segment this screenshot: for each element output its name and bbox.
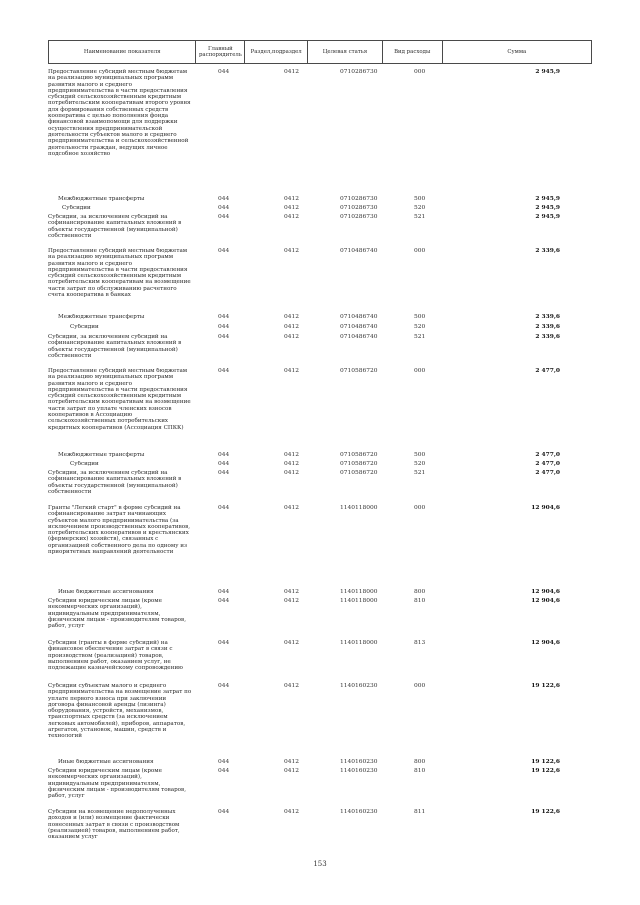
row-sum: 19 122,6: [531, 682, 560, 689]
row-razd: 0412: [284, 640, 299, 646]
row-razd: 0412: [284, 368, 299, 374]
row-sum: 19 122,6: [531, 767, 560, 774]
row-razd: 0412: [284, 248, 299, 254]
header-stat: Целевая статья: [308, 41, 383, 63]
row-name: Субсидии на возмещение недополученных доходов и (или) возмещение фактически понесенных затрат в связи с производством (реализацией) товаров, выполнением работ, оказанием услуг: [48, 809, 180, 841]
row-name: Субсидии юридическим лицам (кроме некоммерческих организаций), индивидуальным предпринимателям, физическим лицам - производителям товаров, работ, услуг: [48, 598, 186, 630]
row-vid: 000: [414, 505, 426, 511]
row-vid: 521: [414, 214, 426, 220]
row-razd: 0412: [284, 334, 299, 340]
row-sum: 19 122,6: [531, 808, 560, 815]
row-glav: 044: [218, 214, 230, 220]
row-vid: 000: [414, 69, 426, 75]
row-name: Субсидии (гранты в форме субсидий) на финансовое обеспечение затрат в связи с производством (реализацией) товаров, выполнением работ, оказанием услуг, не подлежащие казначейскому сопровождению: [48, 640, 183, 672]
row-name: Предоставление субсидий местным бюджетам на реализацию муниципальных программ развития малого и среднего предпринимательства в части предоставления субсидий сельскохозяйственным кредитным потребительским кооперативам на возмещение части затрат по уплате членских взносов кооперативов в Ассоциацию сельскохозяйственных потребительских кредитных кооперативов (Ассоциация СПКК): [48, 368, 191, 431]
row-glav: 044: [218, 452, 230, 458]
row-razd: 0412: [284, 461, 299, 467]
row-vid: 000: [414, 248, 426, 254]
row-vid: 500: [414, 452, 426, 458]
row-sum: 2 945,9: [535, 204, 560, 211]
row-sum: 12 904,6: [531, 588, 560, 595]
row-razd: 0412: [284, 214, 299, 220]
row-razd: 0412: [284, 589, 299, 595]
row-stat: 0710486740: [340, 248, 378, 254]
row-name: Иные бюджетные ассигнования: [58, 759, 154, 765]
row-sum: 2 945,9: [535, 195, 560, 202]
row-name: Субсидии: [62, 205, 91, 211]
row-glav: 044: [218, 324, 230, 330]
row-sum: 19 122,6: [531, 758, 560, 765]
row-glav: 044: [218, 461, 230, 467]
row-glav: 044: [218, 368, 230, 374]
page-number: 153: [313, 860, 327, 868]
row-stat: 1140160230: [340, 768, 378, 774]
row-sum: 12 904,6: [531, 504, 560, 511]
row-sum: 2 339,6: [535, 247, 560, 254]
row-vid: 520: [414, 205, 426, 211]
row-name: Межбюджетные трансферты: [58, 314, 145, 320]
row-name: Межбюджетные трансферты: [58, 452, 145, 458]
row-name: Гранты "Легкий старт" в форме субсидий на софинансирование затрат начинающих субъектов малого предпринимательства (за исключением производственных кооперативов, потребительских кооперативов и крестьянских (фермерских) хозяйств), связанных с организацией собственного дела по одному из приоритетных направлений деятельности: [48, 505, 191, 556]
row-sum: 2 477,0: [535, 469, 560, 476]
row-stat: 1140118000: [340, 505, 378, 511]
row-stat: 1140160230: [340, 683, 378, 689]
row-glav: 044: [218, 334, 230, 340]
header-razd: Раздел,подраздел: [245, 41, 308, 63]
row-name: Межбюджетные трансферты: [58, 196, 145, 202]
row-name: Субсидии, за исключением субсидий на софинансирование капитальных вложений в объекты государственной (муниципальной) собственности: [48, 334, 182, 359]
row-glav: 044: [218, 683, 230, 689]
row-stat: 0710486740: [340, 324, 378, 330]
row-vid: 500: [414, 314, 426, 320]
row-razd: 0412: [284, 470, 299, 476]
row-stat: 0710486740: [340, 314, 378, 320]
row-razd: 0412: [284, 683, 299, 689]
row-stat: 0710586720: [340, 368, 378, 374]
row-glav: 044: [218, 69, 230, 75]
row-sum: 12 904,6: [531, 639, 560, 646]
row-razd: 0412: [284, 205, 299, 211]
row-glav: 044: [218, 205, 230, 211]
row-name: Субсидии юридическим лицам (кроме некоммерческих организаций), индивидуальным предпринимателям, физическим лицам - производителям товаров, работ, услуг: [48, 768, 186, 800]
row-stat: 1140118000: [340, 598, 378, 604]
row-sum: 2 945,9: [535, 68, 560, 75]
row-sum: 2 339,6: [535, 313, 560, 320]
row-name: Субсидии субъектам малого и среднего предпринимательства на возмещение затрат по уплате первого взноса при заключении договора финансовой аренды (лизинга) оборудования, устройств, механизмов, транспортных средств (за исключением легковых автомобилей), приборов, аппаратов, агрегатов, установок, машин, средств и технологий: [48, 683, 192, 740]
row-name: Предоставление субсидий местным бюджетам на реализацию муниципальных программ развития малого и среднего предпринимательства в части предоставления субсидий сельскохозяйственным кредитным потребительским кооперативам на возмещение части затрат по обслуживанию расчетного счета кооператива в банках: [48, 248, 191, 299]
row-stat: 0710286730: [340, 214, 378, 220]
row-vid: 810: [414, 598, 426, 604]
row-razd: 0412: [284, 314, 299, 320]
row-vid: 811: [414, 809, 426, 815]
row-razd: 0412: [284, 452, 299, 458]
row-name: Субсидии, за исключением субсидий на софинансирование капитальных вложений в объекты государственной (муниципальной) собственности: [48, 214, 182, 239]
row-glav: 044: [218, 768, 230, 774]
row-name: Субсидии, за исключением субсидий на софинансирование капитальных вложений в объекты государственной (муниципальной) собственности: [48, 470, 182, 495]
row-razd: 0412: [284, 505, 299, 511]
row-stat: 0710486740: [340, 334, 378, 340]
row-sum: 2 477,0: [535, 451, 560, 458]
row-stat: 1140118000: [340, 589, 378, 595]
row-glav: 044: [218, 248, 230, 254]
row-vid: 000: [414, 683, 426, 689]
row-razd: 0412: [284, 324, 299, 330]
row-sum: 2 945,9: [535, 213, 560, 220]
row-vid: 810: [414, 768, 426, 774]
row-glav: 044: [218, 470, 230, 476]
row-name: Предоставление субсидий местным бюджетам на реализацию муниципальных программ развития малого и среднего предпринимательства в части предоставления субсидий сельскохозяйственным кредитным потребительским кооперативам второго уровня для формирования собственных средств кооператива с целью пополнения фонда финансовой взаимопомощи для поддержки осуществления предпринимательской деятельности субъектов малого и среднего предпринимательства и сельскохозяйственной деятельности граждан, ведущих личное подсобное хозяйство: [48, 69, 191, 157]
row-razd: 0412: [284, 196, 299, 202]
header-name: Наименование показателя: [49, 41, 196, 63]
row-razd: 0412: [284, 598, 299, 604]
row-sum: 2 477,0: [535, 367, 560, 374]
row-sum: 12 904,6: [531, 597, 560, 604]
row-glav: 044: [218, 640, 230, 646]
row-name: Иные бюджетные ассигнования: [58, 589, 154, 595]
row-stat: 0710586720: [340, 461, 378, 467]
row-name: Субсидии: [70, 324, 99, 330]
header-sum: Сумма: [507, 48, 527, 55]
table-header: [48, 40, 592, 64]
row-razd: 0412: [284, 768, 299, 774]
row-stat: 1140160230: [340, 809, 378, 815]
row-stat: 0710286730: [340, 196, 378, 202]
row-vid: 800: [414, 589, 426, 595]
header-glav: Главный распорядитель: [196, 41, 245, 63]
row-glav: 044: [218, 809, 230, 815]
header-vid: Вид расходы: [383, 41, 443, 63]
row-glav: 044: [218, 598, 230, 604]
row-stat: 1140118000: [340, 640, 378, 646]
row-razd: 0412: [284, 69, 299, 75]
row-glav: 044: [218, 314, 230, 320]
row-vid: 500: [414, 196, 426, 202]
row-glav: 044: [218, 505, 230, 511]
row-vid: 520: [414, 324, 426, 330]
row-stat: 0710286730: [340, 69, 378, 75]
row-sum: 2 339,6: [535, 333, 560, 340]
row-glav: 044: [218, 196, 230, 202]
row-stat: 1140160230: [340, 759, 378, 765]
row-name: Субсидии: [70, 461, 99, 467]
row-vid: 521: [414, 334, 426, 340]
row-vid: 521: [414, 470, 426, 476]
row-vid: 800: [414, 759, 426, 765]
row-stat: 0710286730: [340, 205, 378, 211]
row-glav: 044: [218, 759, 230, 765]
row-razd: 0412: [284, 809, 299, 815]
row-sum: 2 339,6: [535, 323, 560, 330]
row-vid: 813: [414, 640, 426, 646]
row-sum: 2 477,0: [535, 460, 560, 467]
row-stat: 0710586720: [340, 470, 378, 476]
row-vid: 000: [414, 368, 426, 374]
row-razd: 0412: [284, 759, 299, 765]
row-vid: 520: [414, 461, 426, 467]
row-glav: 044: [218, 589, 230, 595]
row-stat: 0710586720: [340, 452, 378, 458]
